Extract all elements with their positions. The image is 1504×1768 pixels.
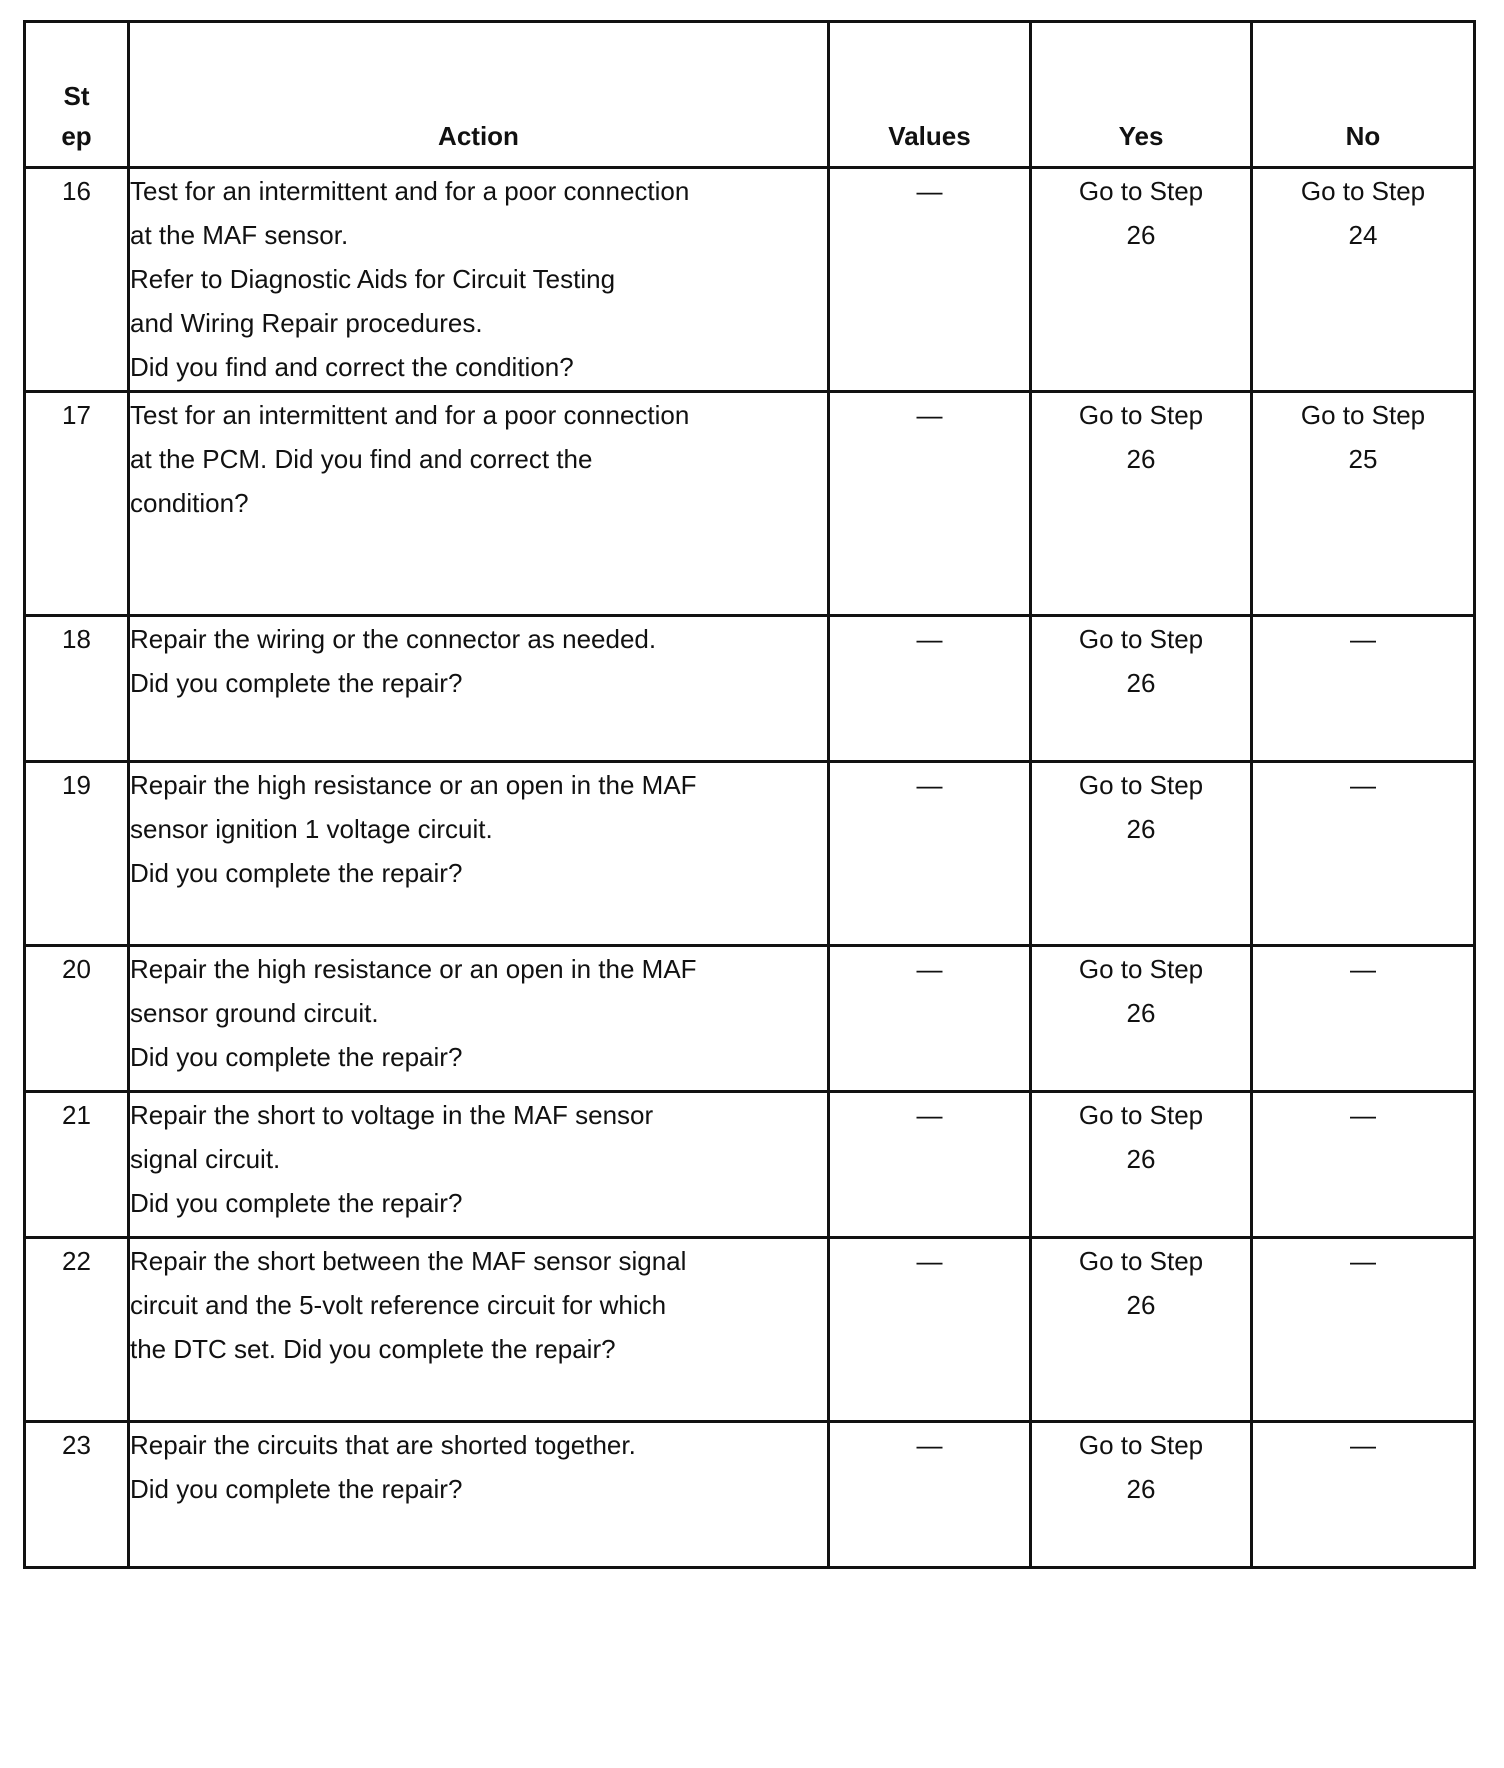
action-line: at the MAF sensor. (130, 220, 349, 250)
values-cell (829, 1422, 1031, 1568)
step-number: 20 (25, 946, 129, 1092)
table-row (25, 168, 1475, 392)
yes-goto-step: 26 (1126, 1144, 1156, 1174)
action-cell (129, 1092, 829, 1238)
yes-goto-step: 26 (1126, 444, 1156, 474)
action-cell (129, 616, 829, 762)
values-cell (829, 168, 1031, 392)
yes-goto-step: 26 (1126, 1290, 1156, 1320)
yes-goto-label: Go to Step (1078, 1246, 1204, 1276)
values-dash: — (916, 1246, 943, 1276)
header-values: Values (829, 22, 1031, 168)
action-cell (129, 1238, 829, 1422)
header-action: Action (129, 22, 829, 168)
action-line: Repair the short to voltage in the MAF sensor (130, 1100, 654, 1130)
no-cell (1252, 616, 1475, 762)
yes-goto-label: Go to Step (1078, 624, 1204, 654)
no-dash: — (1350, 624, 1376, 654)
action-line: Test for an intermittent and for a poor connection (130, 400, 690, 430)
yes-goto-step: 26 (1126, 1474, 1156, 1504)
values-dash: — (916, 1430, 943, 1460)
yes-goto-label: Go to Step (1078, 1100, 1204, 1130)
action-line: sensor ground circuit. (130, 998, 379, 1028)
no-cell (1252, 762, 1475, 946)
table-row (25, 1092, 1475, 1238)
yes-cell (1031, 762, 1252, 946)
no-cell (1252, 1238, 1475, 1422)
action-line: the DTC set. Did you complete the repair? (130, 1334, 616, 1364)
header-yes: Yes (1031, 22, 1252, 168)
values-cell (829, 392, 1031, 616)
header-step-line1: St (63, 81, 90, 111)
yes-goto-label: Go to Step (1078, 1430, 1204, 1460)
action-cell (129, 762, 829, 946)
table-row (25, 616, 1475, 762)
action-line: Did you complete the repair? (130, 668, 463, 698)
no-dash: — (1350, 954, 1376, 984)
yes-cell (1031, 168, 1252, 392)
yes-goto-step: 26 (1126, 814, 1156, 844)
no-dash: — (1350, 1246, 1376, 1276)
values-cell (829, 1092, 1031, 1238)
yes-cell (1031, 1238, 1252, 1422)
action-line: Did you complete the repair? (130, 858, 463, 888)
no-goto-step: 24 (1348, 220, 1378, 250)
action-line: Repair the circuits that are shorted together. (130, 1430, 636, 1460)
yes-cell (1031, 1422, 1252, 1568)
action-line: Repair the high resistance or an open in the MAF (130, 954, 697, 984)
action-line: signal circuit. (130, 1144, 281, 1174)
values-cell (829, 616, 1031, 762)
step-number: 21 (25, 1092, 129, 1238)
values-cell (829, 946, 1031, 1092)
table-row (25, 1238, 1475, 1422)
diagnostic-table (23, 20, 1476, 1569)
table-row (25, 1422, 1475, 1568)
table-body (25, 168, 1475, 1568)
header-no: No (1252, 22, 1475, 168)
yes-goto-step: 26 (1126, 998, 1156, 1028)
no-dash: — (1350, 770, 1376, 800)
action-line: Did you complete the repair? (130, 1042, 463, 1072)
table-row (25, 392, 1475, 616)
yes-goto-label: Go to Step (1078, 176, 1204, 206)
yes-goto-step: 26 (1126, 220, 1156, 250)
step-number: 23 (25, 1422, 129, 1568)
action-line: and Wiring Repair procedures. (130, 308, 483, 338)
action-cell (129, 392, 829, 616)
action-line: Test for an intermittent and for a poor connection (130, 176, 690, 206)
values-dash: — (916, 1100, 943, 1130)
no-goto-label: Go to Step (1300, 176, 1426, 206)
header-row (25, 22, 1475, 168)
action-line: circuit and the 5-volt reference circuit for which (130, 1290, 667, 1320)
action-line: Repair the wiring or the connector as needed. (130, 624, 657, 654)
values-dash: — (916, 176, 943, 206)
no-goto-step: 25 (1348, 444, 1378, 474)
no-cell (1252, 946, 1475, 1092)
values-cell (829, 1238, 1031, 1422)
yes-cell (1031, 946, 1252, 1092)
yes-goto-step: 26 (1126, 668, 1156, 698)
action-cell (129, 1422, 829, 1568)
yes-cell (1031, 616, 1252, 762)
action-cell (129, 168, 829, 392)
step-number: 16 (25, 168, 129, 392)
yes-cell (1031, 1092, 1252, 1238)
no-dash: — (1350, 1100, 1376, 1130)
yes-cell (1031, 392, 1252, 616)
header-step (25, 22, 129, 168)
values-cell (829, 762, 1031, 946)
header-step-line2: ep (61, 121, 92, 151)
no-cell (1252, 392, 1475, 616)
action-line: Did you complete the repair? (130, 1474, 463, 1504)
no-cell (1252, 168, 1475, 392)
no-dash: — (1350, 1430, 1376, 1460)
values-dash: — (916, 954, 943, 984)
no-cell (1252, 1422, 1475, 1568)
action-line: Refer to Diagnostic Aids for Circuit Testing (130, 264, 616, 294)
step-number: 19 (25, 762, 129, 946)
action-cell (129, 946, 829, 1092)
table-row (25, 946, 1475, 1092)
action-line: Repair the short between the MAF sensor signal (130, 1246, 687, 1276)
no-cell (1252, 1092, 1475, 1238)
action-line: Repair the high resistance or an open in the MAF (130, 770, 697, 800)
action-line: sensor ignition 1 voltage circuit. (130, 814, 493, 844)
yes-goto-label: Go to Step (1078, 954, 1204, 984)
values-dash: — (916, 624, 943, 654)
action-line: at the PCM. Did you find and correct the (130, 444, 593, 474)
step-number: 17 (25, 392, 129, 616)
action-line: Did you find and correct the condition? (130, 352, 574, 382)
step-number: 22 (25, 1238, 129, 1422)
values-dash: — (916, 770, 943, 800)
table-row (25, 762, 1475, 946)
action-line: Did you complete the repair? (130, 1188, 463, 1218)
values-dash: — (916, 400, 943, 430)
action-line: condition? (130, 488, 249, 518)
step-number: 18 (25, 616, 129, 762)
no-goto-label: Go to Step (1300, 400, 1426, 430)
yes-goto-label: Go to Step (1078, 400, 1204, 430)
yes-goto-label: Go to Step (1078, 770, 1204, 800)
